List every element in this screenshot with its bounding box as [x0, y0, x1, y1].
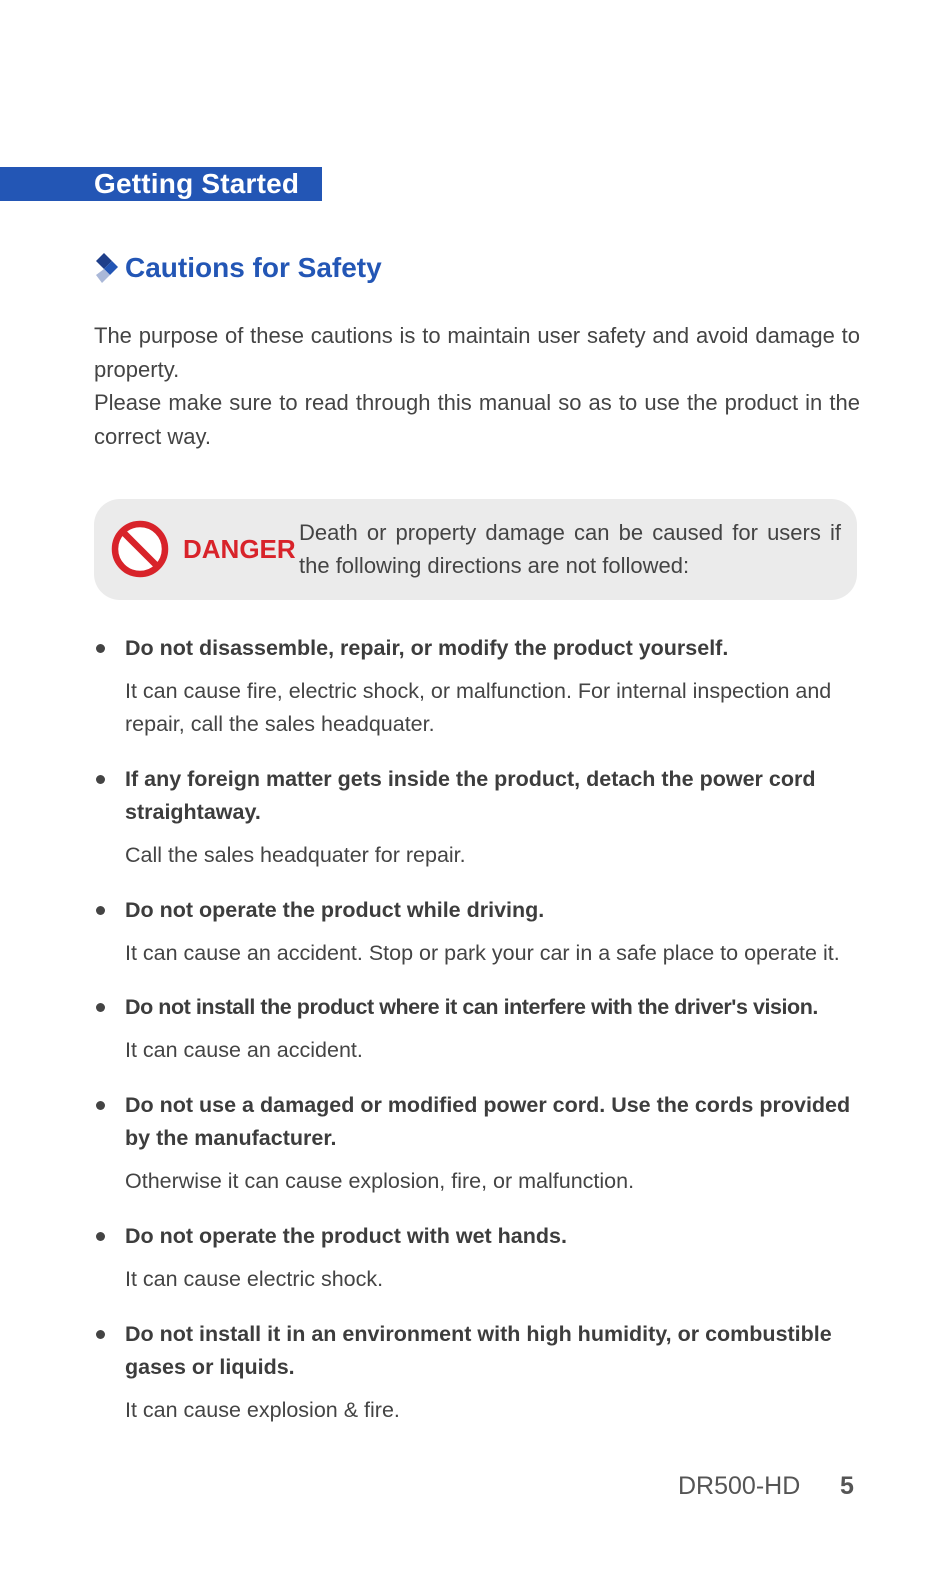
caution-item	[94, 1220, 858, 1296]
diamond-bullet-icon	[94, 251, 120, 285]
caution-item	[94, 632, 858, 741]
bullet-icon	[96, 906, 105, 915]
intro-paragraph: Please make sure to read through this manual so as to use the product in the correct way.	[94, 390, 860, 449]
prohibited-sign-icon	[110, 519, 170, 579]
caution-body: It can cause electric shock.	[125, 1267, 384, 1291]
intro-paragraph: The purpose of these cautions is to maintain user safety and avoid damage to property.	[94, 323, 860, 382]
bullet-icon	[96, 1330, 105, 1339]
caution-item	[94, 991, 858, 1067]
caution-item	[94, 894, 858, 970]
danger-label: DANGER	[183, 534, 296, 564]
bullet-icon	[96, 1232, 105, 1241]
caution-title: Do not use a damaged or modified power cord. Use the cords provided by the manufacturer.	[125, 1093, 851, 1150]
danger-notice	[94, 499, 857, 600]
caution-title: Do not install it in an environment with high humidity, or combustible gases or liquids.	[125, 1322, 832, 1379]
caution-body: It can cause an accident. Stop or park your car in a safe place to operate it.	[125, 941, 840, 965]
caution-title: Do not disassemble, repair, or modify the product yourself.	[125, 636, 729, 660]
caution-body: It can cause an accident.	[125, 1038, 363, 1062]
bullet-icon	[96, 644, 105, 653]
page-heading	[94, 250, 382, 286]
section-banner	[0, 167, 322, 201]
intro-text	[94, 319, 860, 453]
bullet-icon	[96, 1101, 105, 1110]
caution-body: It can cause fire, electric shock, or malfunction. For internal inspection and repair, call the sales headquater.	[125, 679, 832, 736]
page-title: Cautions for Safety	[125, 252, 382, 283]
footer-model-name: DR500-HD	[678, 1472, 801, 1500]
page-number: 5	[840, 1472, 854, 1500]
bullet-icon	[96, 775, 105, 784]
section-title: Getting Started	[94, 168, 300, 199]
caution-title: Do not operate the product while driving.	[125, 898, 545, 922]
caution-body: Call the sales headquater for repair.	[125, 843, 466, 867]
danger-text: Death or property damage can be caused for users if the following directions are not followed:	[299, 520, 841, 578]
caution-item	[94, 763, 858, 872]
caution-title: Do not install the product where it can interfere with the driver's vision.	[125, 995, 818, 1019]
caution-item	[94, 1318, 858, 1427]
caution-title: Do not operate the product with wet hands.	[125, 1224, 567, 1248]
caution-body: Otherwise it can cause explosion, fire, or malfunction.	[125, 1169, 635, 1193]
caution-title: If any foreign matter gets inside the product, detach the power cord straightaway.	[125, 767, 816, 824]
caution-body: It can cause explosion & fire.	[125, 1398, 400, 1422]
bullet-icon	[96, 1003, 105, 1012]
caution-item	[94, 1089, 858, 1198]
